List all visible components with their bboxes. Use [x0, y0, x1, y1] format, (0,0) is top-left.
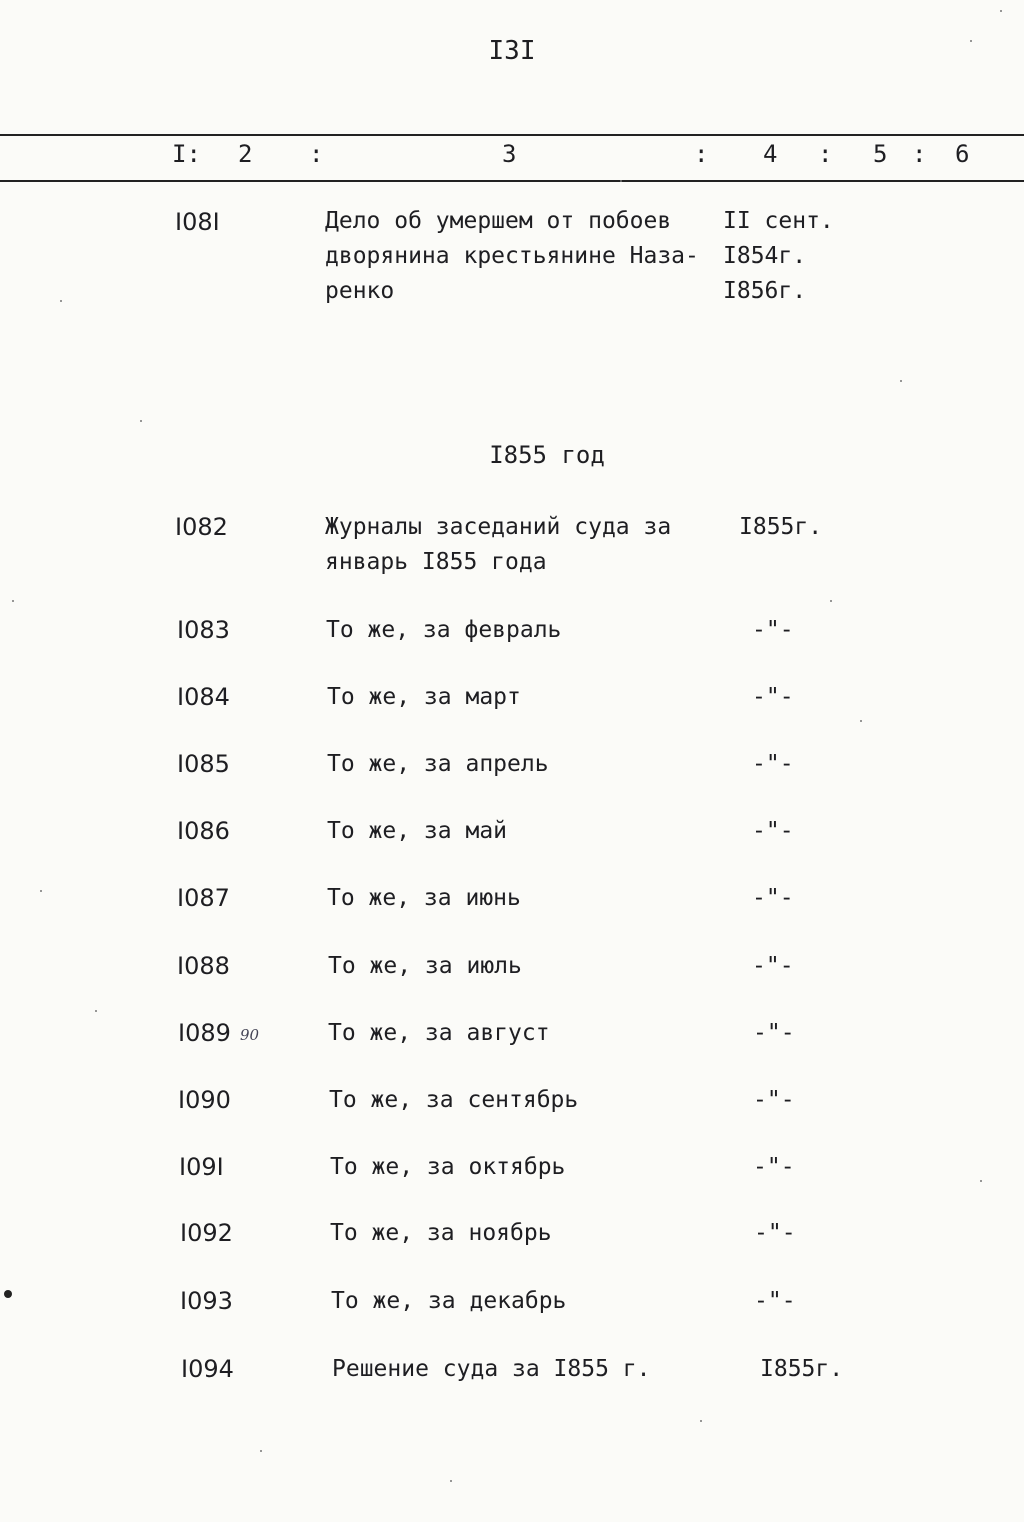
entry-date: -"-: [753, 1154, 795, 1180]
column-header-4: 4: [763, 140, 778, 168]
entry-title: То же, за октябрь: [330, 1154, 566, 1180]
column-header-1: I:: [172, 140, 201, 168]
speck: [700, 1420, 702, 1422]
entry-date: -"-: [754, 1220, 796, 1246]
header-bottom-rule: [0, 180, 1024, 182]
entry-date: -"-: [753, 1087, 795, 1113]
year-heading: I855 год: [489, 441, 605, 469]
column-separator: :: [694, 140, 709, 168]
speck: [900, 380, 902, 382]
entry-title: То же, за апрель: [327, 751, 549, 777]
entry-date: I855г.: [760, 1356, 844, 1382]
speck: [970, 40, 972, 42]
entry-title: То же, за март: [327, 684, 521, 710]
entry-date: I855г.: [739, 514, 823, 540]
entry-number: I083: [177, 616, 230, 644]
speck: [1000, 10, 1002, 12]
entry-number: I088: [177, 952, 230, 980]
entry-title: То же, за сентябрь: [329, 1087, 579, 1113]
entry-number: I086: [177, 817, 230, 845]
speck: [40, 890, 42, 892]
column-header-2: 2: [238, 140, 253, 168]
header-top-rule: [0, 134, 1024, 136]
column-separator: :: [309, 140, 324, 168]
entry-date: -"-: [752, 818, 794, 844]
entry-title: То же, за май: [327, 818, 508, 844]
speck: [830, 600, 832, 602]
entry-date: -"-: [752, 953, 794, 979]
entry-number: I084: [177, 683, 230, 711]
entry-number: I093: [180, 1287, 233, 1315]
entry-title: Дело об умершем от побоев дворянина крестьянине Наза- ренко: [325, 208, 699, 304]
column-separator: :: [912, 140, 927, 168]
page-number: I3I: [488, 36, 536, 66]
entry-number: I085: [177, 750, 230, 778]
entry-date: -"-: [752, 885, 794, 911]
speck: [620, 180, 622, 182]
entry-number: I090: [178, 1086, 231, 1114]
entry-date: -"-: [752, 751, 794, 777]
entry-number: I092: [180, 1219, 233, 1247]
entry-title: То же, за февраль: [326, 617, 562, 643]
entry-title: То же, за август: [328, 1020, 550, 1046]
entry-date: -"-: [753, 1020, 795, 1046]
entry-title: То же, за июнь: [327, 885, 521, 911]
speck: [450, 1480, 452, 1482]
speck: [60, 300, 62, 302]
entry-title: То же, за июль: [328, 953, 522, 979]
speck: [860, 720, 862, 722]
speck: [980, 1180, 982, 1182]
entry-dates: II сент. I854г. I856г.: [723, 208, 834, 304]
entry-title: Решение суда за I855 г.: [332, 1356, 651, 1382]
column-separator: :: [818, 140, 833, 168]
entry-number: I08I: [175, 208, 220, 236]
column-header-3: 3: [502, 140, 517, 168]
entry-title: То же, за ноябрь: [330, 1220, 552, 1246]
entry-date: -"-: [754, 1288, 796, 1314]
handwritten-note: 90: [240, 1026, 260, 1044]
speck: [260, 1450, 262, 1452]
entry-date: -"-: [752, 617, 794, 643]
speck: [140, 420, 142, 422]
entry-date: -"-: [752, 684, 794, 710]
entry-number: I087: [177, 884, 230, 912]
speck: [12, 600, 14, 602]
entry-title: Журналы заседаний суда за январь I855 года: [325, 514, 672, 575]
entry-number: I09I: [179, 1153, 224, 1181]
entry-title: То же, за декабрь: [331, 1288, 567, 1314]
column-header-5: 5: [873, 140, 888, 168]
entry-number: I082: [175, 513, 228, 541]
speck: [95, 1010, 97, 1012]
speck: [4, 1290, 12, 1298]
column-header-6: 6: [955, 140, 970, 168]
entry-number: I094: [181, 1355, 234, 1383]
entry-number: I089: [178, 1019, 231, 1047]
